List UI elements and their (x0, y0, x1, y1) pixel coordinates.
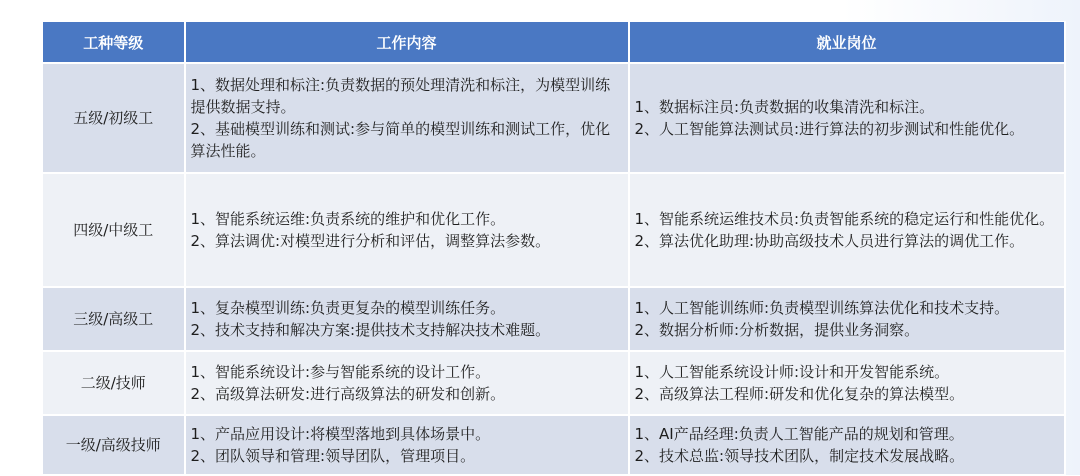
content-line: 2、高级算法研发:进行高级算法的研发和创新。 (190, 385, 506, 403)
career-level-table (42, 21, 1066, 476)
job-line: 1、人工智能系统设计师:设计和开发智能系统。 (634, 363, 950, 381)
content-line: 2、算法调优:对模型进行分析和评估，调整算法参数。 (190, 232, 551, 250)
content-cell (185, 415, 629, 475)
table-row (43, 173, 1065, 287)
level-cell: 二级/技师 (43, 351, 185, 415)
content-cell (185, 351, 629, 415)
job-line: 1、AI产品经理:负责人工智能产品的规划和管理。 (634, 425, 964, 443)
content-line: 2、团队领导和管理:领导团队，管理项目。 (190, 447, 476, 465)
job-line: 2、数据分析师:分析数据，提供业务洞察。 (634, 321, 920, 339)
jobs-cell (629, 63, 1065, 173)
jobs-cell (629, 287, 1065, 351)
level-cell: 四级/中级工 (43, 173, 185, 287)
table-row (43, 351, 1065, 415)
jobs-cell (629, 415, 1065, 475)
jobs-cell (629, 173, 1065, 287)
content-cell (185, 63, 629, 173)
job-line: 2、技术总监:领导技术团队，制定技术发展战略。 (634, 447, 965, 465)
job-line: 1、智能系统运维技术员:负责智能系统的稳定运行和性能优化。 (634, 210, 1055, 228)
content-line: 1、数据处理和标注:负责数据的预处理清洗和标注，为模型训练提供数据支持。 (190, 76, 611, 116)
table-row (43, 287, 1065, 351)
level-cell: 一级/高级技师 (43, 415, 185, 475)
job-line: 2、高级算法工程师:研发和优化复杂的算法模型。 (634, 385, 965, 403)
header-level: 工种等级 (43, 22, 185, 64)
table-row (43, 63, 1065, 173)
jobs-cell (629, 351, 1065, 415)
job-line: 1、数据标注员:负责数据的收集清洗和标注。 (634, 98, 935, 116)
header-jobs: 就业岗位 (629, 22, 1065, 64)
job-line: 2、算法优化助理:协助高级技术人员进行算法的调优工作。 (634, 232, 1025, 250)
job-line: 1、人工智能训练师:负责模型训练算法优化和技术支持。 (634, 299, 1010, 317)
content-cell (185, 173, 629, 287)
content-line: 2、基础模型训练和测试:参与简单的模型训练和测试工作，优化算法性能。 (190, 120, 611, 160)
content-line: 1、智能系统运维:负责系统的维护和优化工作。 (190, 210, 506, 228)
content-line: 2、技术支持和解决方案:提供技术支持解决技术难题。 (190, 321, 551, 339)
content-line: 1、智能系统设计:参与智能系统的设计工作。 (190, 363, 491, 381)
header-content: 工作内容 (185, 22, 629, 64)
level-cell: 三级/高级工 (43, 287, 185, 351)
content-line: 1、复杂模型训练:负责更复杂的模型训练任务。 (190, 299, 506, 317)
table-header-row (43, 22, 1065, 64)
content-cell (185, 287, 629, 351)
content-line: 1、产品应用设计:将模型落地到具体场景中。 (190, 425, 491, 443)
level-cell: 五级/初级工 (43, 63, 185, 173)
table-row (43, 415, 1065, 475)
job-line: 2、人工智能算法测试员:进行算法的初步测试和性能优化。 (634, 120, 1025, 138)
